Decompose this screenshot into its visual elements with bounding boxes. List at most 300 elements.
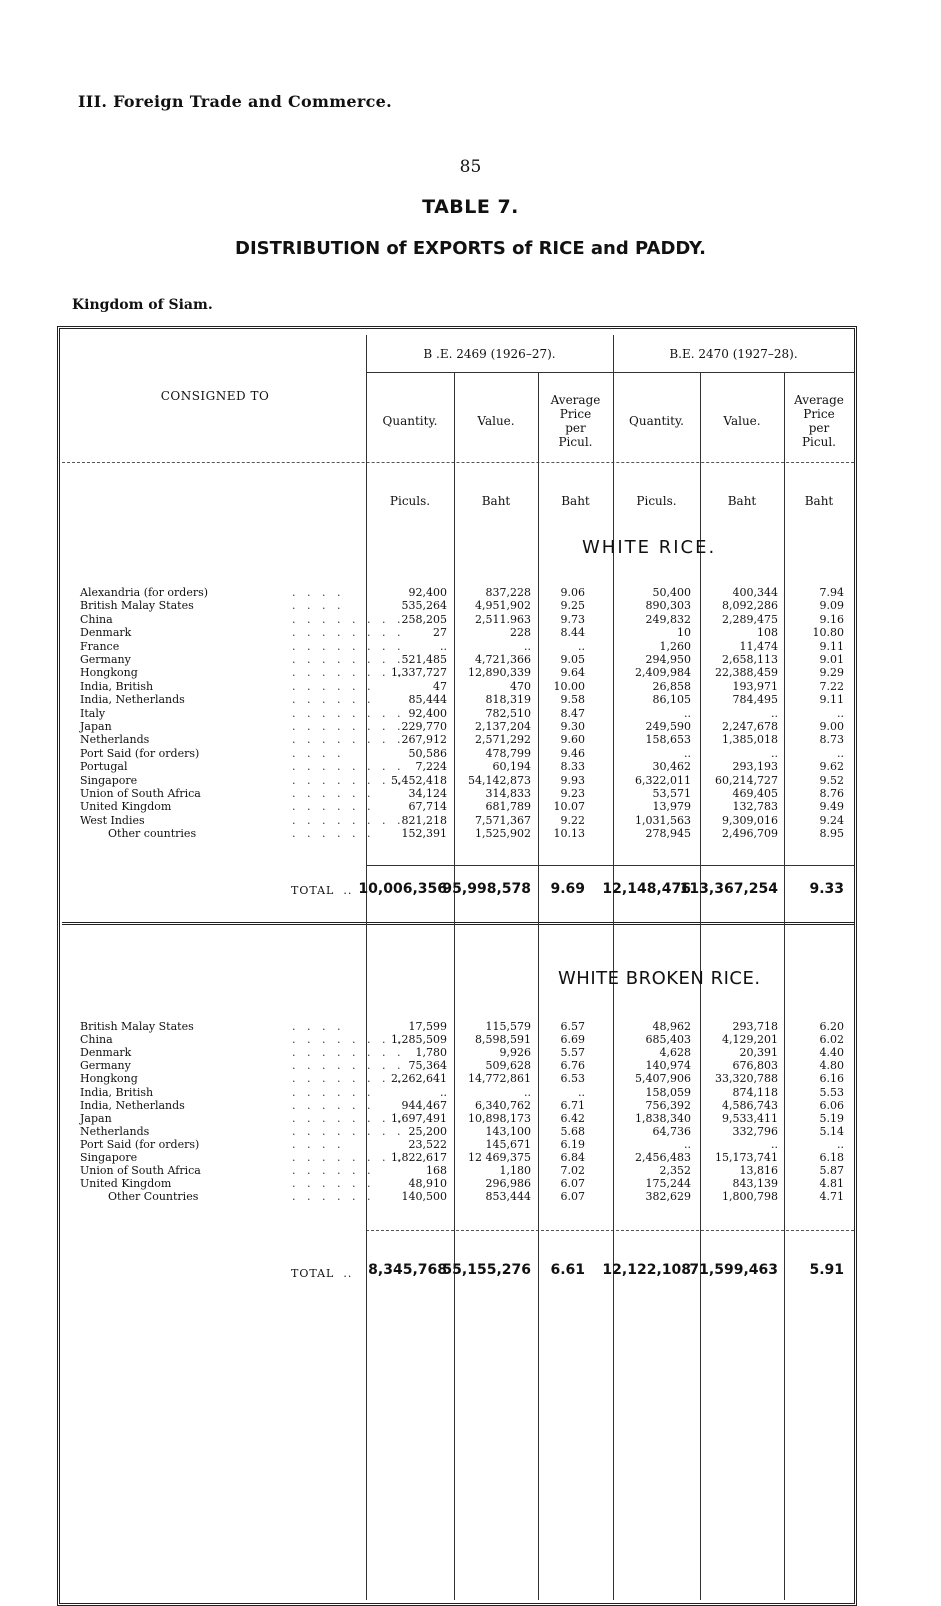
- avg-price-line: Picul.: [558, 435, 593, 449]
- price-1926-cell: 9.46: [560, 746, 585, 760]
- price-1927-cell: 9.52: [819, 773, 844, 787]
- price-1926-cell: 6.19: [560, 1137, 585, 1151]
- header-bottom-rule: [62, 462, 854, 463]
- white-rice-total-price-2: 9.33: [809, 881, 844, 897]
- avg-price-line: Average: [794, 393, 844, 407]
- quantity-1926-cell: 152,391: [401, 827, 447, 841]
- leader-dots: . . . . . . . .: [292, 733, 405, 747]
- value-1926-cell: 12 469,375: [468, 1151, 531, 1164]
- table-row: [0, 694, 941, 706]
- value-1926-cell: 4,721,366: [475, 653, 531, 666]
- price-1926-cell: 6.07: [560, 1190, 585, 1204]
- table-frame: [57, 326, 857, 1606]
- table-row: [0, 788, 941, 800]
- value-1926-cell: 853,444: [485, 1190, 531, 1204]
- white-rice-total-quantity-2: 12,148,476: [602, 881, 691, 897]
- leader-dots: . . . .: [292, 599, 345, 613]
- value-1926-cell: 2,571,292: [475, 733, 531, 747]
- value-1926-cell: 115,579: [485, 1020, 531, 1033]
- white-rice-title: WHITE RICE.: [582, 537, 717, 558]
- quantity-1926-cell: 521,485: [401, 653, 447, 666]
- leader-dots: . . . . . .: [292, 787, 375, 800]
- unit-piculs: Piculs.: [636, 494, 677, 508]
- destination-cell: Netherlands: [80, 1124, 150, 1138]
- destination-cell: Union of South Africa: [80, 787, 201, 800]
- table-row: [0, 828, 941, 840]
- value-1927-cell: 13,816: [739, 1164, 778, 1178]
- white-rice-total-price-1: 9.69: [550, 881, 585, 897]
- quantity-1927-cell: 2,456,483: [635, 1151, 691, 1164]
- table-row: [0, 1113, 941, 1125]
- value-1927-cell: 193,971: [732, 679, 778, 693]
- table-row: [0, 667, 941, 679]
- destination-cell: India, British: [80, 1085, 154, 1099]
- destination-cell: Denmark: [80, 1046, 132, 1060]
- destination-cell: China: [80, 1033, 113, 1047]
- price-1927-cell: 9.01: [819, 653, 844, 666]
- quantity-1926-cell: 1,697,491: [391, 1111, 447, 1125]
- value-1926-cell: 1,180: [499, 1164, 531, 1178]
- destination-cell: Alexandria (for orders): [80, 586, 209, 599]
- price-1927-cell: 4.80: [819, 1059, 844, 1073]
- white-rice-total-value-2: 113,367,254: [679, 881, 778, 897]
- destination-cell: Japan: [80, 1111, 112, 1125]
- leader-dots: . . . . . . . .: [292, 1059, 405, 1073]
- table-row: [0, 1178, 941, 1190]
- leader-dots: . . . .: [292, 746, 345, 760]
- price-1927-cell: 9.16: [819, 612, 844, 626]
- value-1927-cell: 15,173,741: [715, 1151, 778, 1164]
- quantity-1926-cell: 1,337,727: [391, 666, 447, 680]
- table-row: [0, 815, 941, 827]
- value-1927-cell: 132,783: [732, 800, 778, 814]
- value-header: Value.: [723, 414, 761, 428]
- unit-baht: Baht: [561, 494, 590, 508]
- section-heading: III. Foreign Trade and Commerce.: [78, 92, 393, 111]
- leader-dots: . . . . . .: [292, 1098, 375, 1112]
- quantity-1926-cell: 944,467: [401, 1098, 447, 1112]
- value-1926-cell: ..: [524, 1085, 531, 1099]
- table-row: [0, 587, 941, 599]
- leader-dots: . . . . . .: [292, 1164, 375, 1178]
- value-1927-cell: 2,289,475: [722, 612, 778, 626]
- table-row: [0, 627, 941, 639]
- price-1927-cell: 4.71: [819, 1190, 844, 1204]
- value-1927-cell: 11,474: [739, 639, 778, 653]
- destination-cell: British Malay States: [80, 599, 194, 613]
- avg-price-header: [538, 393, 613, 449]
- price-1926-cell: 9.23: [560, 787, 585, 800]
- destination-cell: Germany: [80, 653, 131, 666]
- destination-cell: Singapore: [80, 1151, 138, 1164]
- value-1926-cell: 296,986: [485, 1177, 531, 1191]
- price-1927-cell: 9.62: [819, 760, 844, 774]
- table-row: [0, 654, 941, 666]
- value-1926-cell: 6,340,762: [475, 1098, 531, 1112]
- value-1927-cell: 676,803: [732, 1059, 778, 1073]
- quantity-1926-cell: 17,599: [408, 1020, 447, 1033]
- leader-dots: . . . . . .: [292, 1177, 375, 1191]
- leader-dots: . . . . . . . .: [292, 760, 405, 774]
- price-1926-cell: 6.42: [560, 1111, 585, 1125]
- price-1926-cell: 9.22: [560, 813, 585, 827]
- quantity-1927-cell: 249,832: [645, 612, 691, 626]
- quantity-1927-cell: 140,974: [645, 1059, 691, 1073]
- table-row: [0, 600, 941, 612]
- value-1927-cell: 9,533,411: [722, 1111, 778, 1125]
- quantity-1926-cell: 48,910: [408, 1177, 447, 1191]
- price-1927-cell: 5.14: [819, 1124, 844, 1138]
- destination-cell: West Indies: [80, 813, 145, 827]
- value-1927-cell: ..: [771, 1137, 778, 1151]
- destination-cell: Denmark: [80, 626, 132, 640]
- price-1926-cell: 9.64: [560, 666, 585, 680]
- value-1927-cell: 108: [757, 626, 778, 640]
- value-1927-cell: 4,586,743: [722, 1098, 778, 1112]
- value-1926-cell: 782,510: [485, 706, 531, 720]
- quantity-1926-cell: 168: [426, 1164, 447, 1178]
- quantity-1927-cell: 50,400: [652, 586, 691, 599]
- quantity-1926-cell: 25,200: [408, 1124, 447, 1138]
- quantity-1927-cell: 13,979: [652, 800, 691, 814]
- total-rule-1: [366, 865, 854, 866]
- quantity-1927-cell: 64,736: [652, 1124, 691, 1138]
- white-broken-rice-total-value-1: 55,155,276: [442, 1262, 531, 1278]
- destination-cell: France: [80, 639, 120, 653]
- destination-cell: Japan: [80, 720, 112, 733]
- price-1927-cell: 8.95: [819, 827, 844, 841]
- destination-cell: Germany: [80, 1059, 131, 1073]
- quantity-1926-cell: 7,224: [415, 760, 447, 774]
- value-1927-cell: 843,139: [732, 1177, 778, 1191]
- value-1926-cell: 14,772,861: [468, 1072, 531, 1086]
- leader-dots: . . . .: [292, 1020, 345, 1033]
- white-broken-rice-total-label: TOTAL ..: [291, 1267, 353, 1280]
- leader-dots: . . . . . .: [292, 693, 375, 707]
- destination-cell: Port Said (for orders): [80, 746, 200, 760]
- value-1927-cell: 20,391: [739, 1046, 778, 1060]
- table-row: [0, 641, 941, 653]
- quantity-1927-cell: 249,590: [645, 720, 691, 733]
- white-broken-rice-total-price-1: 6.61: [550, 1262, 585, 1278]
- destination-cell: Hongkong: [80, 1072, 138, 1086]
- price-1926-cell: 6.53: [560, 1072, 585, 1086]
- value-1927-cell: 9,309,016: [722, 813, 778, 827]
- value-1927-cell: 60,214,727: [715, 773, 778, 787]
- destination-cell: United Kingdom: [80, 1177, 172, 1191]
- destination-cell: Union of South Africa: [80, 1164, 201, 1178]
- price-1927-cell: 6.18: [819, 1151, 844, 1164]
- price-1926-cell: 7.02: [560, 1164, 585, 1178]
- price-1926-cell: 6.84: [560, 1151, 585, 1164]
- value-1926-cell: 314,833: [485, 787, 531, 800]
- value-1927-cell: 874,118: [732, 1085, 778, 1099]
- value-1926-cell: 60,194: [492, 760, 531, 774]
- destination-cell: Other countries: [108, 827, 197, 841]
- price-1926-cell: 10.00: [553, 679, 585, 693]
- quantity-1926-cell: 67,714: [408, 800, 447, 814]
- quantity-1926-cell: 821,218: [401, 813, 447, 827]
- quantity-1927-cell: ..: [684, 746, 691, 760]
- table-subtitle: Kingdom of Siam.: [72, 297, 213, 313]
- leader-dots: . . . . . .: [292, 800, 375, 814]
- value-1926-cell: 818,319: [485, 693, 531, 707]
- price-1926-cell: 9.05: [560, 653, 585, 666]
- quantity-1926-cell: 267,912: [401, 733, 447, 747]
- quantity-1927-cell: 1,838,340: [635, 1111, 691, 1125]
- column-rule: [454, 372, 455, 1600]
- destination-cell: India, British: [80, 679, 154, 693]
- destination-cell: India, Netherlands: [80, 1098, 185, 1112]
- quantity-1926-cell: 75,364: [408, 1059, 447, 1073]
- price-1926-cell: 8.44: [560, 626, 585, 640]
- table-row: [0, 1152, 941, 1164]
- quantity-1927-cell: 1,031,563: [635, 813, 691, 827]
- price-1927-cell: 10.80: [812, 626, 844, 640]
- value-1926-cell: 145,671: [485, 1137, 531, 1151]
- unit-baht: Baht: [727, 494, 757, 508]
- white-rice-total-value-1: 95,998,578: [442, 881, 531, 897]
- value-1926-cell: 837,228: [485, 586, 531, 599]
- destination-cell: Port Said (for orders): [80, 1137, 200, 1151]
- leader-dots: . . . . . . . .: [292, 1072, 405, 1086]
- price-1927-cell: 4.40: [819, 1046, 844, 1060]
- column-rule: [366, 335, 367, 1600]
- leader-dots: . . . .: [292, 1137, 345, 1151]
- leader-dots: . . . . . .: [292, 1190, 375, 1204]
- price-1926-cell: 5.68: [560, 1124, 585, 1138]
- quantity-1927-cell: 2,409,984: [635, 666, 691, 680]
- table-row: [0, 1100, 941, 1112]
- price-1927-cell: 5.19: [819, 1111, 844, 1125]
- white-rice-total-quantity-1: 10,006,356: [358, 881, 447, 897]
- price-1926-cell: 10.13: [553, 827, 585, 841]
- table-row: [0, 681, 941, 693]
- destination-cell: China: [80, 612, 113, 626]
- price-1927-cell: 7.22: [819, 679, 844, 693]
- table-row: [0, 1034, 941, 1046]
- price-1926-cell: 9.93: [560, 773, 585, 787]
- destination-cell: Hongkong: [80, 666, 138, 680]
- quantity-1927-cell: ..: [684, 706, 691, 720]
- quantity-1926-cell: 2,262,641: [391, 1072, 447, 1086]
- table-row: [0, 1087, 941, 1099]
- price-1927-cell: 9.24: [819, 813, 844, 827]
- leader-dots: . . . .: [292, 586, 345, 599]
- quantity-1926-cell: 1,822,617: [391, 1151, 447, 1164]
- quantity-1926-cell: 27: [433, 626, 447, 640]
- leader-dots: . . . . . .: [292, 679, 375, 693]
- quantity-1927-cell: 294,950: [645, 653, 691, 666]
- leader-dots: . . . . . . . .: [292, 626, 405, 640]
- table-row: [0, 801, 941, 813]
- value-1927-cell: 22,388,459: [715, 666, 778, 680]
- destination-cell: Portugal: [80, 760, 128, 774]
- quantity-1926-cell: 140,500: [401, 1190, 447, 1204]
- leader-dots: . . . . . . . .: [292, 666, 405, 680]
- value-1926-cell: 8,598,591: [475, 1033, 531, 1047]
- value-1927-cell: 4,129,201: [722, 1033, 778, 1047]
- table-row: [0, 761, 941, 773]
- value-1926-cell: 10,898,173: [468, 1111, 531, 1125]
- leader-dots: . . . . . . . .: [292, 639, 405, 653]
- value-1926-cell: 2,511.963: [475, 612, 531, 626]
- value-1927-cell: 400,344: [732, 586, 778, 599]
- avg-price-line: Price: [559, 407, 592, 421]
- value-1927-cell: 332,796: [732, 1124, 778, 1138]
- value-1927-cell: 293,718: [732, 1020, 778, 1033]
- value-1927-cell: 469,405: [732, 787, 778, 800]
- destination-cell: Singapore: [80, 773, 138, 787]
- table-title: DISTRIBUTION of EXPORTS of RICE and PADDY.: [235, 238, 706, 259]
- quantity-1927-cell: ..: [684, 1137, 691, 1151]
- leader-dots: . . . . . . . .: [292, 1151, 405, 1164]
- quantity-header: Quantity.: [382, 414, 438, 428]
- quantity-1926-cell: 92,400: [408, 586, 447, 599]
- value-1926-cell: 478,799: [485, 746, 531, 760]
- table-row: [0, 1191, 941, 1203]
- price-1926-cell: 9.60: [560, 733, 585, 747]
- leader-dots: . . . . . . . .: [292, 653, 405, 666]
- price-1927-cell: 9.29: [819, 666, 844, 680]
- price-1927-cell: 7.94: [819, 586, 844, 599]
- quantity-1926-cell: 229,770: [401, 720, 447, 733]
- table-label: TABLE 7.: [422, 196, 519, 218]
- price-1927-cell: 9.11: [819, 693, 844, 707]
- white-broken-rice-total-quantity-1: 8,345,768: [368, 1262, 447, 1278]
- quantity-1927-cell: 10: [677, 626, 691, 640]
- section-divider-rule: [62, 922, 854, 925]
- table-row: [0, 1126, 941, 1138]
- value-1927-cell: 784,495: [732, 693, 778, 707]
- price-1926-cell: 5.57: [560, 1046, 585, 1060]
- price-1926-cell: ..: [578, 639, 585, 653]
- quantity-1927-cell: 5,407,906: [635, 1072, 691, 1086]
- price-1927-cell: 9.49: [819, 800, 844, 814]
- table-row: [0, 708, 941, 720]
- price-1927-cell: 5.53: [819, 1085, 844, 1099]
- value-1927-cell: 2,496,709: [722, 827, 778, 841]
- price-1926-cell: 9.25: [560, 599, 585, 613]
- quantity-1926-cell: 47: [433, 679, 447, 693]
- value-1926-cell: 470: [510, 679, 531, 693]
- leader-dots: . . . . . . . .: [292, 1124, 405, 1138]
- white-rice-total-label: TOTAL ..: [291, 884, 353, 897]
- table-row: [0, 1060, 941, 1072]
- quantity-header: Quantity.: [629, 414, 684, 428]
- quantity-1927-cell: 86,105: [652, 693, 691, 707]
- price-1926-cell: 9.06: [560, 586, 585, 599]
- quantity-1926-cell: 258,205: [401, 612, 447, 626]
- price-1927-cell: 6.20: [819, 1020, 844, 1033]
- avg-price-line: per: [565, 421, 586, 435]
- value-1927-cell: 293,193: [732, 760, 778, 774]
- value-1927-cell: 1,385,018: [722, 733, 778, 747]
- quantity-1926-cell: 535,264: [401, 599, 447, 613]
- value-1927-cell: 8,092,286: [722, 599, 778, 613]
- value-1926-cell: 7,571,367: [475, 813, 531, 827]
- quantity-1927-cell: 158,059: [645, 1085, 691, 1099]
- price-1926-cell: 9.30: [560, 720, 585, 733]
- price-1927-cell: 6.16: [819, 1072, 844, 1086]
- price-1926-cell: 8.47: [560, 706, 585, 720]
- leader-dots: . . . . . . . .: [292, 773, 405, 787]
- column-rule: [784, 372, 785, 1600]
- quantity-1926-cell: ..: [440, 639, 447, 653]
- destination-cell: United Kingdom: [80, 800, 172, 814]
- value-1927-cell: 1,800,798: [722, 1190, 778, 1204]
- quantity-1927-cell: 6,322,011: [635, 773, 691, 787]
- value-header: Value.: [477, 414, 515, 428]
- price-1927-cell: 8.73: [819, 733, 844, 747]
- table-row: [0, 1139, 941, 1151]
- quantity-1927-cell: 685,403: [645, 1033, 691, 1047]
- avg-price-line: Average: [550, 393, 601, 407]
- consigned-to-header: CONSIGNED TO: [160, 389, 270, 403]
- price-1926-cell: ..: [578, 1085, 585, 1099]
- avg-price-line: Picul.: [801, 435, 836, 449]
- table-row: [0, 734, 941, 746]
- table-row: [0, 775, 941, 787]
- white-broken-rice-title: WHITE BROKEN RICE.: [558, 968, 761, 989]
- value-1926-cell: 54,142,873: [468, 773, 531, 787]
- quantity-1927-cell: 4,628: [659, 1046, 691, 1060]
- quantity-1927-cell: 26,858: [652, 679, 691, 693]
- value-1927-cell: 2,247,678: [722, 720, 778, 733]
- avg-price-line: per: [808, 421, 830, 435]
- price-1927-cell: ..: [837, 746, 844, 760]
- destination-cell: Italy: [80, 706, 106, 720]
- price-1926-cell: 6.69: [560, 1033, 585, 1047]
- avg-price-header: [784, 393, 854, 449]
- table-row: [0, 1165, 941, 1177]
- leader-dots: . . . . . . . .: [292, 1033, 405, 1047]
- year2-header: B.E. 2470 (1927–28).: [669, 347, 798, 361]
- leader-dots: . . . . . . . .: [292, 706, 405, 720]
- leader-dots: . . . . . .: [292, 1085, 375, 1099]
- quantity-1926-cell: 92,400: [408, 706, 447, 720]
- price-1926-cell: 9.58: [560, 693, 585, 707]
- value-1926-cell: 12,890,339: [468, 666, 531, 680]
- white-broken-rice-total-value-2: 71,599,463: [689, 1262, 778, 1278]
- white-broken-rice-total-quantity-2: 12,122,108: [602, 1262, 691, 1278]
- table-row: [0, 1073, 941, 1085]
- value-1926-cell: 681,789: [485, 800, 531, 814]
- quantity-1927-cell: 1,260: [659, 639, 691, 653]
- value-1926-cell: 1,525,902: [475, 827, 531, 841]
- price-1927-cell: 5.87: [819, 1164, 844, 1178]
- value-1927-cell: ..: [771, 706, 778, 720]
- value-1927-cell: 2,658,113: [722, 653, 778, 666]
- price-1926-cell: 9.73: [560, 612, 585, 626]
- price-1926-cell: 6.07: [560, 1177, 585, 1191]
- quantity-1926-cell: 23,522: [408, 1137, 447, 1151]
- value-1926-cell: 9,926: [499, 1046, 531, 1060]
- quantity-1927-cell: 175,244: [645, 1177, 691, 1191]
- year-header-rule: [366, 372, 854, 373]
- table-row: [0, 721, 941, 733]
- page-number: 85: [459, 157, 482, 177]
- table-row: [0, 1021, 941, 1033]
- white-broken-rice-total-price-2: 5.91: [809, 1262, 844, 1278]
- price-1927-cell: ..: [837, 706, 844, 720]
- price-1927-cell: 6.06: [819, 1098, 844, 1112]
- year1-header: B .E. 2469 (1926–27).: [423, 347, 556, 361]
- quantity-1926-cell: 85,444: [408, 693, 447, 707]
- quantity-1927-cell: 890,303: [645, 599, 691, 613]
- quantity-1926-cell: 34,124: [408, 787, 447, 800]
- quantity-1926-cell: 50,586: [408, 746, 447, 760]
